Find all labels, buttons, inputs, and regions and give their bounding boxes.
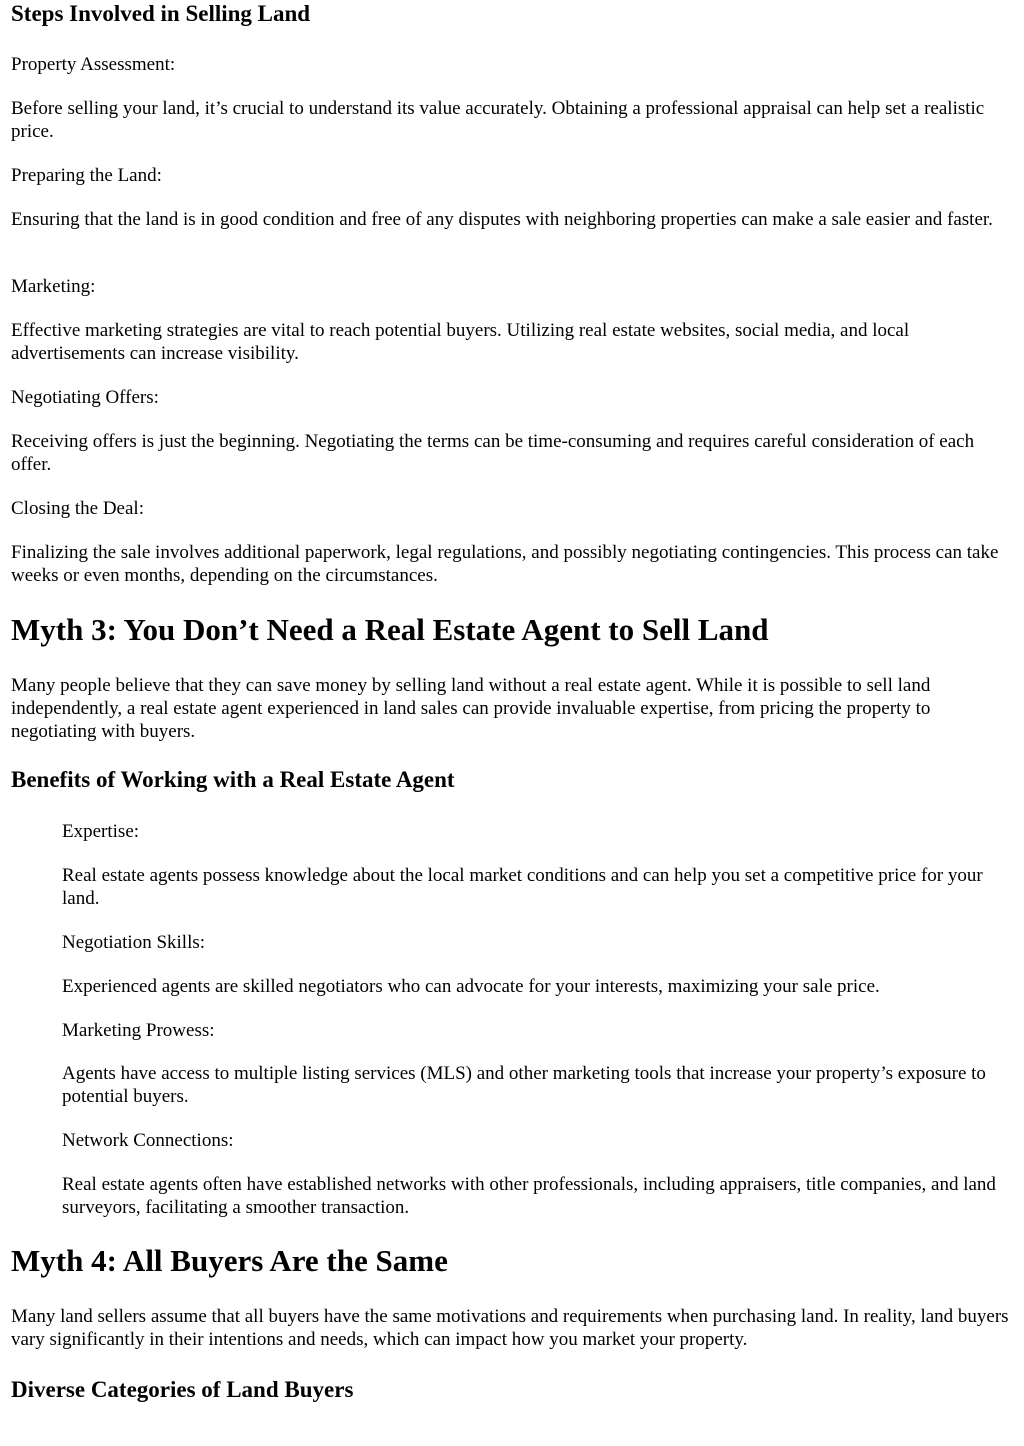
- benefit-label: Network Connections:: [62, 1130, 234, 1151]
- benefit-text: Real estate agents often have established networks with other professionals, including appraisers, title companies, and land surveyors, facilitating a smoother transaction.: [62, 1174, 996, 1218]
- step-label: Property Assessment:: [11, 54, 176, 75]
- step-text: Effective marketing strategies are vital to reach potential buyers. Utilizing real estate websites, social media, and local advertisements can increase visibility.: [11, 320, 910, 364]
- benefit-label: Expertise:: [62, 821, 140, 842]
- steps-heading: Steps Involved in Selling Land: [11, 1, 311, 26]
- step-label: Preparing the Land:: [11, 165, 162, 186]
- myth4-subheading: Diverse Categories of Land Buyers: [11, 1377, 354, 1402]
- myth4-heading: Myth 4: All Buyers Are the Same: [11, 1243, 448, 1278]
- step-label: Marketing:: [11, 276, 96, 297]
- benefit-text: Agents have access to multiple listing services (MLS) and other marketing tools that increase your property’s exposure to potential buyers.: [62, 1063, 986, 1107]
- benefit-text: Experienced agents are skilled negotiators who can advocate for your interests, maximizing your sale price.: [62, 976, 880, 997]
- step-label: Negotiating Offers:: [11, 387, 159, 408]
- benefit-label: Negotiation Skills:: [62, 932, 206, 953]
- myth4-paragraph: Many land sellers assume that all buyers have the same motivations and requirements when purchasing land. In reality, land buyers vary significantly in their intentions and needs, which can impact how you market your property.: [11, 1306, 1009, 1350]
- step-text: Ensuring that the land is in good condition and free of any disputes with neighboring properties can make a sale easier and faster.: [11, 209, 993, 230]
- myth3-paragraph: Many people believe that they can save money by selling land without a real estate agent. While it is possible to sell land independently, a real estate agent experienced in land sales can provide invaluable expertise, from pricing the property to negotiating with buyers.: [11, 675, 931, 742]
- step-text: Finalizing the sale involves additional paperwork, legal regulations, and possibly negotiating contingencies. This process can take weeks or even months, depending on the circumstances.: [11, 542, 999, 586]
- benefit-label: Marketing Prowess:: [62, 1020, 215, 1041]
- myth3-heading: Myth 3: You Don’t Need a Real Estate Agent to Sell Land: [11, 612, 769, 647]
- myth3-subheading: Benefits of Working with a Real Estate Agent: [11, 767, 455, 792]
- step-label: Closing the Deal:: [11, 498, 144, 519]
- benefit-text: Real estate agents possess knowledge about the local market conditions and can help you set a competitive price for your land.: [62, 865, 983, 909]
- step-text: Before selling your land, it’s crucial to understand its value accurately. Obtaining a professional appraisal can help set a realistic price.: [11, 98, 985, 142]
- step-text: Receiving offers is just the beginning. Negotiating the terms can be time-consuming and requires careful consideration of each offer.: [11, 431, 975, 475]
